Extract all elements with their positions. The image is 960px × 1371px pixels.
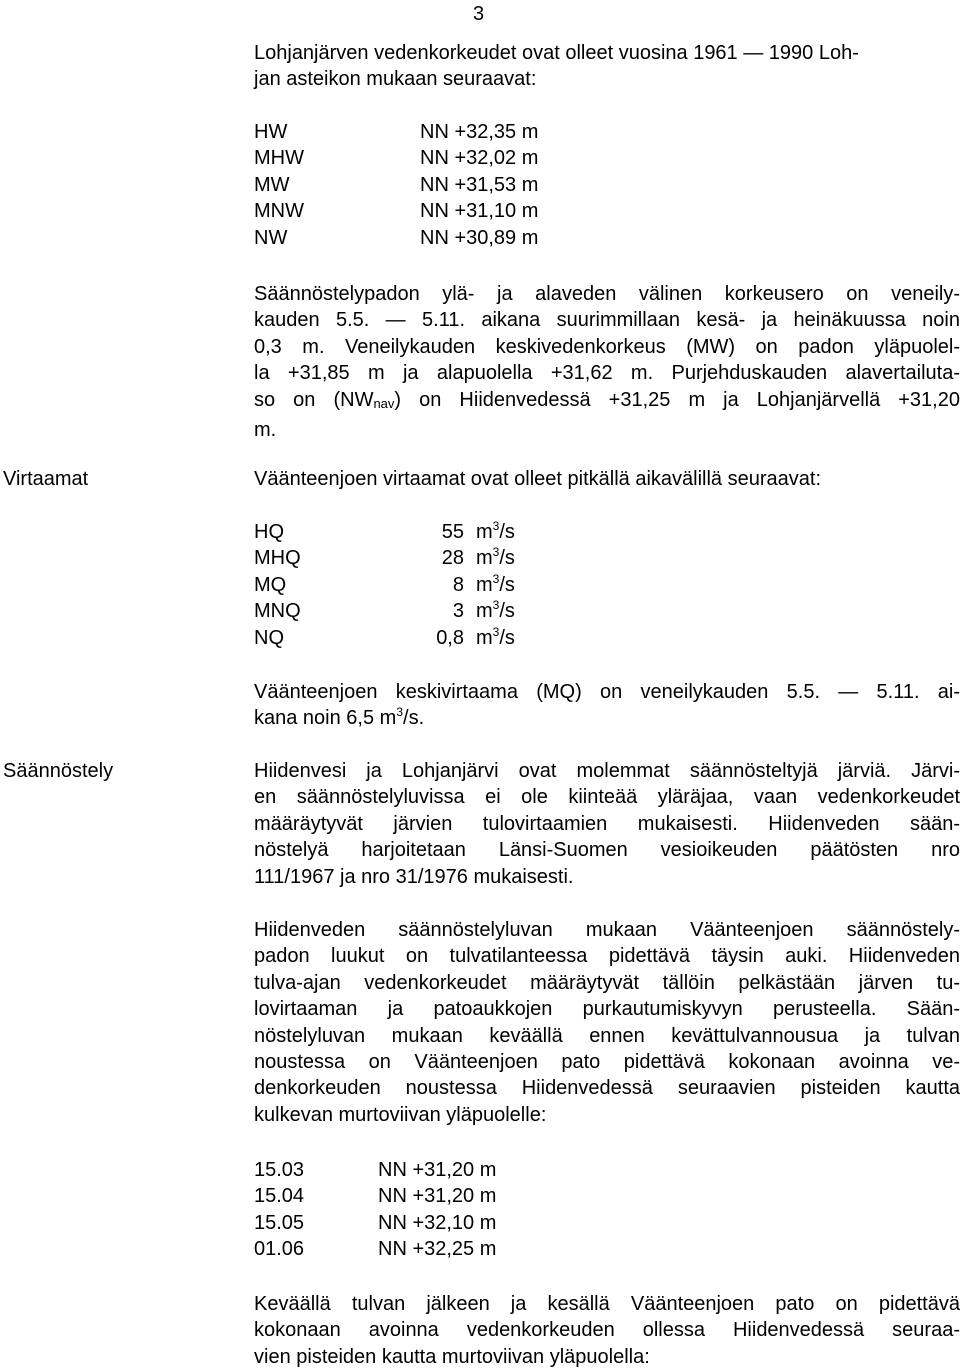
text-line: Hiidenveden säännöstelyluvan mukaan Väänteenjoen säännöstely-	[254, 919, 960, 941]
table-row: HW NN +32,35 m	[254, 121, 539, 143]
levels-intro-line-2: jan asteikon mukaan seuraavat:	[254, 68, 537, 91]
flows-intro: Väänteenjoen virtaamat ovat olleet pitkällä aikavälillä seuraavat:	[254, 468, 822, 490]
table-row: MHW NN +32,02 m	[254, 147, 539, 170]
table-row: HQ 55 $m^3/s$	[254, 519, 515, 543]
flow-table	[254, 519, 515, 651]
levels-intro-line-1: Lohjanjärven vedenkorkeudet ovat olleet vuosina 1961 — 1990 Loh-	[254, 42, 859, 64]
regulation-paragraph-1	[254, 758, 960, 890]
table-row: MNW NN +31,10 m	[254, 200, 539, 223]
table-row: MW NN +31,53 m	[254, 173, 539, 196]
table-row: NW NN +30,89 m	[254, 226, 539, 249]
text-line: noustessa on Väänteenjoen pato pidettävä kokonaan avoinna ve-	[254, 1051, 960, 1074]
text-line: tulva-ajan vedenkorkeudet määräytyvät tällöin pelkästään järven tu-	[254, 971, 960, 994]
text-line: kokonaan avoinna vedenkorkeuden ollessa Hiidenvedessä seuraa-	[254, 1319, 960, 1342]
regulation-paragraph-3	[254, 1291, 960, 1370]
text-line: nöstelyluvan mukaan keväällä ennen kevättulvannousua ja tulvan	[254, 1024, 960, 1047]
section-label-saannostely: Säännöstely	[3, 760, 114, 782]
table-row: 15.03 NN +31,20 m	[254, 1159, 497, 1181]
table-row: NQ 0,8 $m^3/s$	[254, 624, 515, 649]
levels-paragraph	[254, 281, 960, 443]
text-line: määräytyvät järvien tulovirtaamien mukaisesti. Hiidenveden sään-	[254, 812, 960, 835]
text-line: kauden 5.5. — 5.11. aikana suurimmillaan kesä- ja heinäkuussa noin	[254, 309, 960, 332]
text-line: denkorkeuden noustessa Hiidenvedessä seuraavien pisteiden kautta	[254, 1077, 960, 1100]
text-line: Keväällä tulvan jälkeen ja kesällä Väänteenjoen pato on pidettävä	[254, 1293, 960, 1315]
text-line: nöstelyä harjoitetaan Länsi-Suomen vesioikeuden päätösten nro	[254, 839, 960, 862]
regulation-points-table	[254, 1157, 496, 1263]
text-line: kulkevan murtoviivan yläpuolelle:	[254, 1103, 547, 1126]
table-row: 01.06 NN +32,25 m	[254, 1238, 497, 1261]
table-row: MHQ 28 $m^3/s$	[254, 545, 515, 570]
text-line: kana noin 6,5 $m^3/s$.	[254, 705, 425, 730]
flows-mean-paragraph	[254, 679, 960, 732]
text-line: 0,3 m. Veneilykauden keskivedenkorkeus (MW) on padon yläpuolel-	[254, 335, 960, 358]
page-number: 3	[473, 3, 485, 25]
levels-intro	[254, 40, 960, 93]
regulation-paragraph-2	[254, 917, 960, 1128]
text-line: Säännöstelypadon ylä- ja alaveden välinen korkeusero on veneily-	[254, 283, 960, 305]
section-label-virtaamat: Virtaamat	[3, 468, 89, 490]
text-line: m.	[254, 419, 277, 442]
water-level-table	[254, 119, 538, 251]
text-line: Väänteenjoen keskivirtaama (MQ) on veneilykauden 5.5. — 5.11. ai-	[254, 681, 960, 703]
table-row: 15.05 NN +32,10 m	[254, 1211, 497, 1234]
text-line: padon luukut on tulvatilanteessa pidettävä täysin auki. Hiidenveden	[254, 945, 960, 968]
table-row: MQ 8 $m^3/s$	[254, 571, 515, 596]
text-line: Hiidenvesi ja Lohjanjärvi ovat molemmat säännösteltyjä järviä. Järvi-	[254, 760, 960, 782]
text-line: en säännöstelyluvissa ei ole kiinteää yläräjaa, vaan vedenkorkeudet	[254, 786, 960, 809]
text-line: 111/1967 ja nro 31/1976 mukaisesti.	[254, 865, 574, 888]
subscript-nav: nav	[373, 395, 395, 411]
text-line: lovirtaaman ja patoaukkojen purkautumiskyvyn perusteella. Sään-	[254, 998, 960, 1021]
table-row: 15.04 NN +31,20 m	[254, 1185, 497, 1208]
table-row: MNQ 3 $m^3/s$	[254, 598, 515, 623]
text-line: so on (NWnav) on Hiidenvedessä +31,25 m ja Lohjanjärvellä +31,20	[254, 388, 960, 411]
text-line: vien pisteiden kautta murtoviivan yläpuolella:	[254, 1345, 650, 1368]
text-line: la +31,85 m ja alapuolella +31,62 m. Purjehduskauden alavertailuta-	[254, 362, 960, 385]
